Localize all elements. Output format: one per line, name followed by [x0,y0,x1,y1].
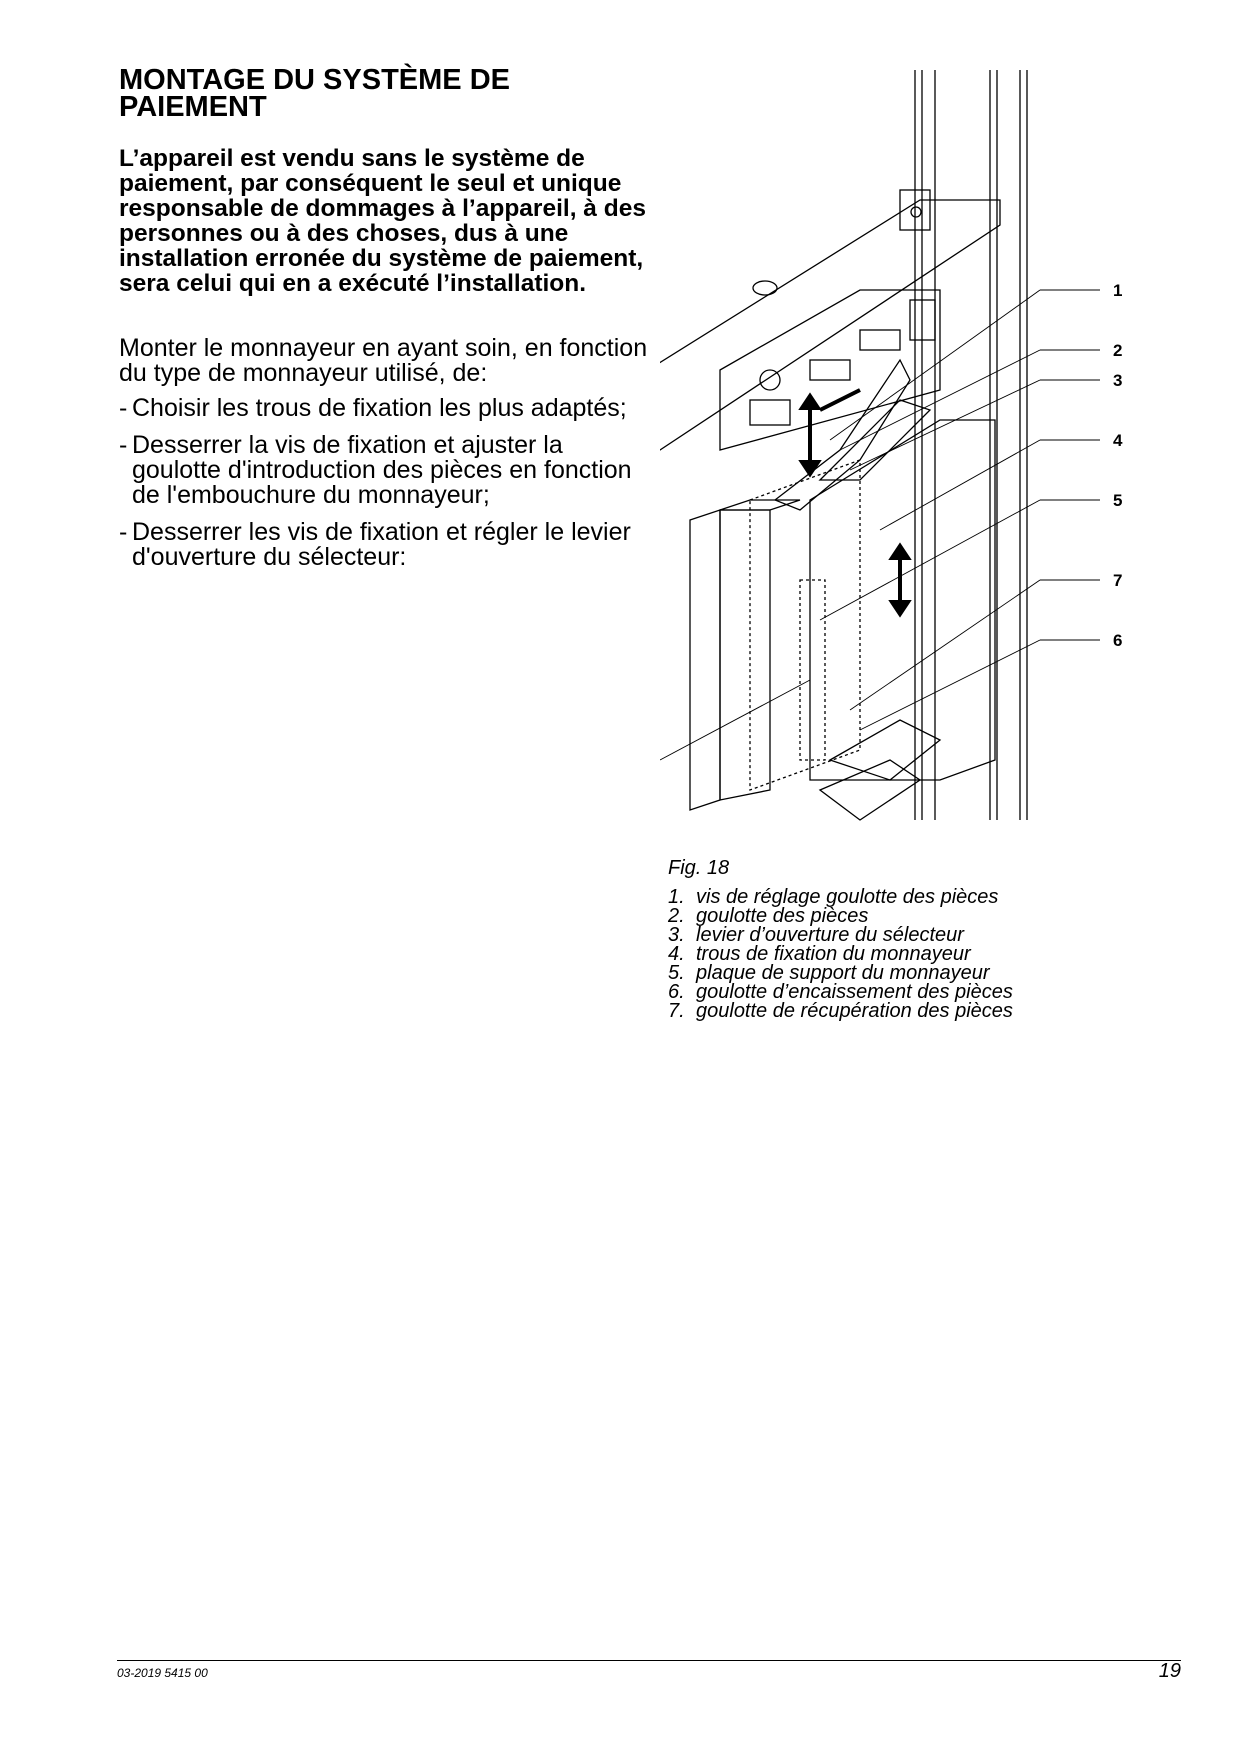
footer-divider [117,1660,1181,1661]
legend-number: 4. [668,943,685,965]
legend-text: goulotte des pièces [696,905,869,927]
step-text: Desserrer la vis de fixation et ajuster la goulotte d'introduction des pièces en fonction de l'embouchure du monnayeur; [132,431,632,509]
step-item [119,520,649,570]
legend-number: 5. [668,962,685,984]
coin-mechanism-figure [660,60,1180,850]
callout-number: 3 [1113,371,1123,390]
document-code: 03-2019 5415 00 [117,1666,208,1680]
dash-bullet: - [119,394,128,422]
callout-number: 1 [1113,281,1123,300]
callout-number: 6 [1113,631,1123,650]
step-text: Desserrer les vis de fixation et régler le levier d'ouverture du sélecteur: [132,518,631,571]
legend-text: goulotte d’encaissement des pièces [696,981,1013,1003]
callout-number: 4 [1113,431,1123,450]
technical-drawing [660,60,1180,850]
callout-number: 7 [1113,571,1123,590]
legend-number: 2. [668,905,685,927]
step-list [119,396,649,582]
legend-number: 6. [668,981,685,1003]
legend-text: trous de fixation du monnayeur [696,943,971,965]
page-number: 19 [1158,1660,1181,1682]
legend-number: 7. [668,1000,685,1022]
legend-number: 1. [668,886,685,908]
dash-bullet: - [119,518,128,546]
dash-bullet: - [119,431,128,459]
intro-text: Monter le monnayeur en ayant soin, en fonction du type de monnayeur utilisé, de: [119,334,648,387]
callout-number: 5 [1113,491,1123,510]
legend-text: vis de réglage goulotte des pièces [696,886,999,908]
warning-text: L’appareil est vendu sans le système de paiement, par conséquent le seul et unique responsable de dommages à l’appareil, à des personnes ou à des choses, dus à une installation erronée du système de paiement, sera celui qui en a exécuté l’installation. [119,145,646,297]
page-title: MONTAGE DU SYSTÈME DE PAIEMENT [119,64,510,123]
legend-text: goulotte de récupération des pièces [696,1000,1013,1022]
callout-number: 2 [1113,341,1123,360]
legend-text: levier d’ouverture du sélecteur [696,924,964,946]
figure-legend [668,888,1013,1021]
legend-text: plaque de support du monnayeur [696,962,990,984]
legend-item [668,1002,1013,1021]
figure-caption: Fig. 18 [668,857,730,879]
step-item [119,396,649,421]
legend-number: 3. [668,924,685,946]
step-item [119,433,649,508]
step-text: Choisir les trous de fixation les plus adaptés; [132,394,627,422]
